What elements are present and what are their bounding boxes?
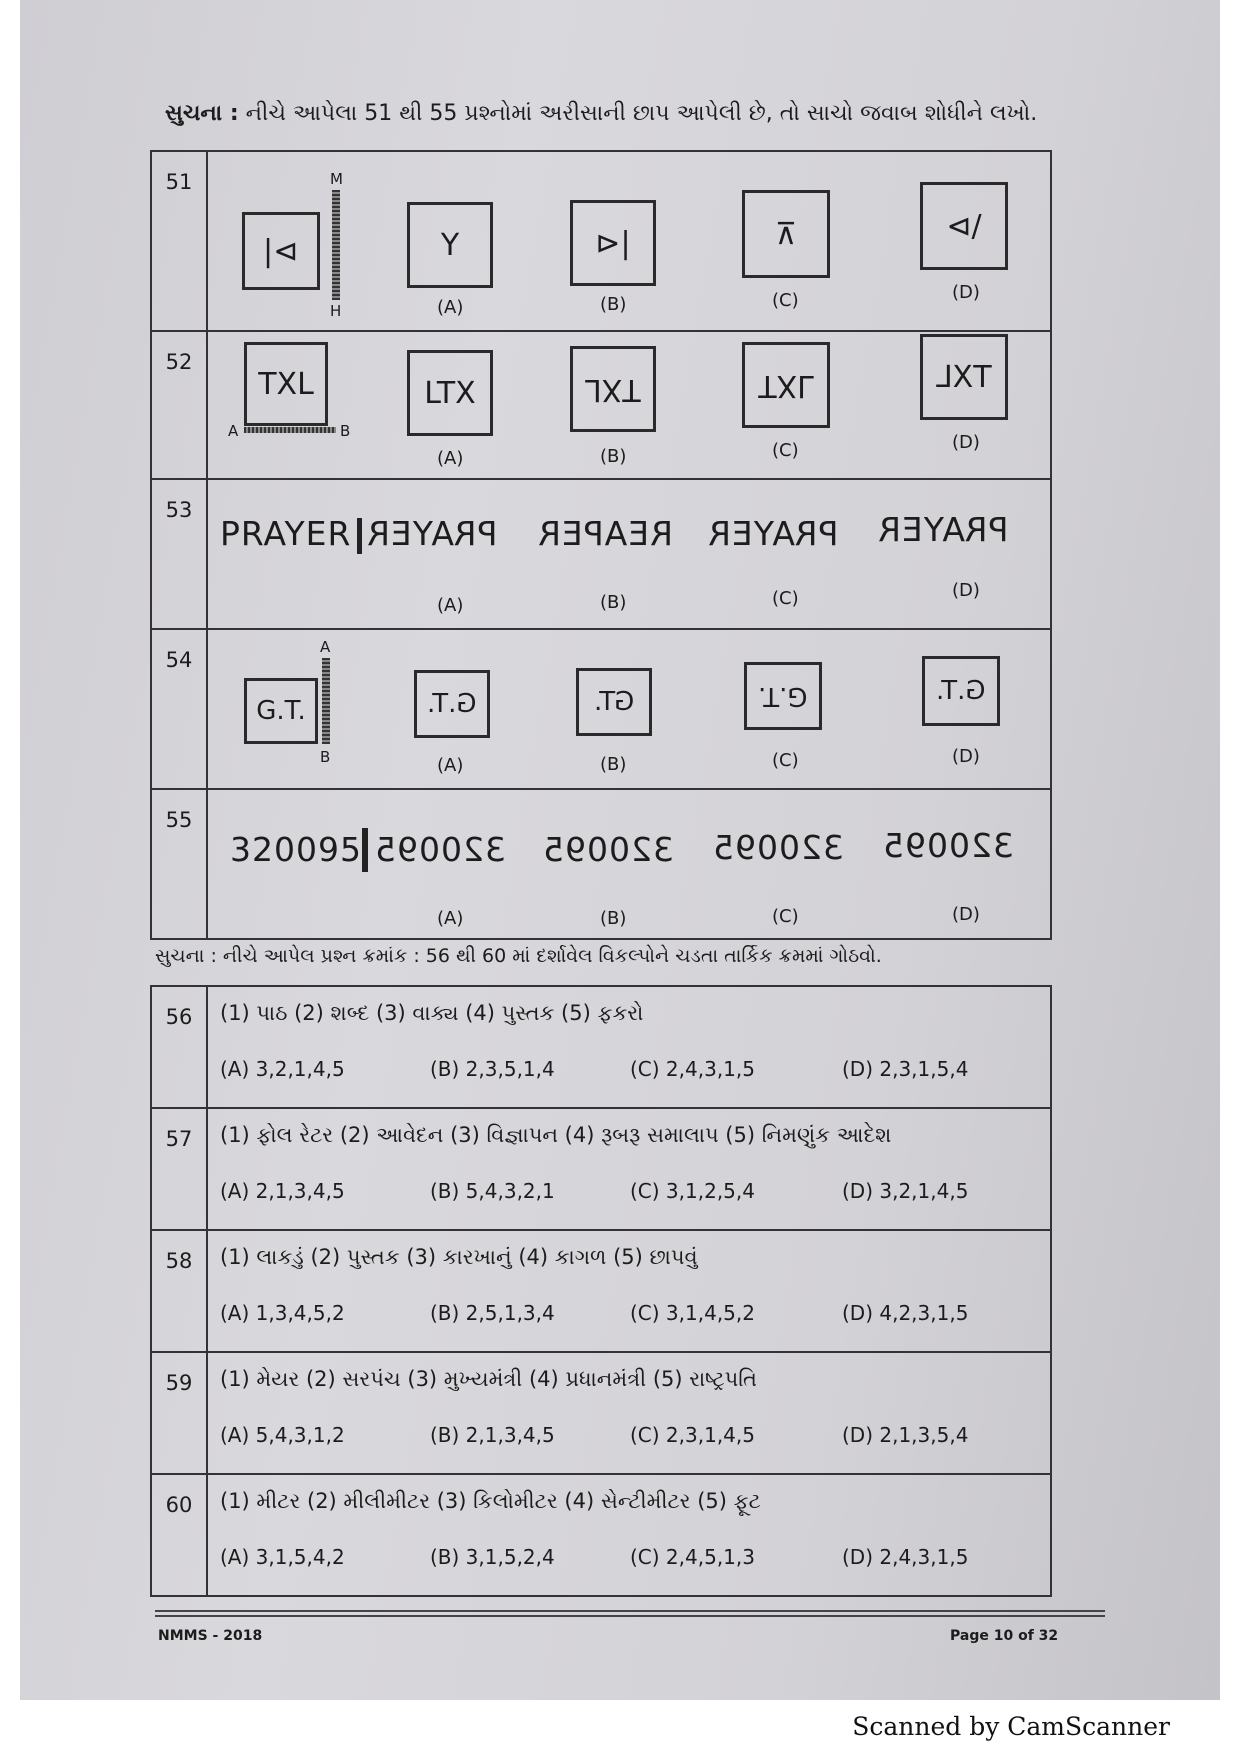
option-c-symbol: ⊼ — [775, 216, 797, 252]
option-c-number: 320095 — [712, 828, 844, 867]
question-number: 57 — [152, 1109, 208, 1229]
option-c-figure — [742, 190, 830, 278]
option-c-label: (C) — [772, 290, 799, 311]
mirror-question-table — [150, 150, 1052, 940]
instruction-order: સુચના : નીચે આપેલ પ્રશ્ન ક્રમાંક : 56 થી 60 માં દર્શાવેલ વિકલ્પોને ચડતા તાર્કિક ક્રમમાં ગોઠવો. — [155, 945, 882, 967]
question-word: PRAYER — [220, 514, 352, 553]
question-figure — [244, 678, 318, 744]
figure-text: TXL — [258, 366, 314, 402]
option-b-label: (B) — [600, 754, 627, 775]
option-c-word — [707, 514, 838, 553]
option-a-label: (A) — [437, 448, 464, 469]
question-number: 52 — [152, 332, 208, 478]
question-number: 58 — [152, 1231, 208, 1351]
option-d: (D) 4,2,3,1,5 — [842, 1301, 969, 1325]
option-a: (A) 3,2,1,4,5 — [220, 1057, 345, 1081]
option-d-text: G.T. — [936, 676, 986, 706]
order-question-table — [150, 985, 1052, 1597]
question-number: 51 — [152, 152, 208, 330]
question-items: (1) લાકડું (2) પુસ્તક (3) કારખાનું (4) કાગળ (5) છાપવું — [220, 1245, 698, 1269]
option-d-label: (D) — [952, 580, 980, 601]
option-d-label: (D) — [952, 282, 980, 303]
question-row-54 — [152, 630, 1052, 790]
option-b-label: (B) — [600, 446, 627, 467]
mirror-label-bottom: B — [320, 748, 331, 766]
question-number: 53 — [152, 480, 208, 628]
option-d: (D) 2,3,1,5,4 — [842, 1057, 969, 1081]
question-number: 59 — [152, 1353, 208, 1473]
figure-symbol: ⊳| — [263, 233, 299, 269]
question-items: (1) મેયર (2) સરપંચ (3) મુખ્યમંત્રી (4) પ્રધાનમંત્રી (5) રાષ્ટ્રપતિ — [220, 1367, 757, 1391]
mirror-line — [244, 427, 336, 433]
option-d-label: (D) — [952, 746, 980, 767]
option-b: (B) 3,1,5,2,4 — [430, 1545, 555, 1569]
option-a-label: (A) — [437, 755, 464, 776]
option-b-figure — [570, 200, 656, 286]
question-number: 56 — [152, 987, 208, 1107]
question-items: (1) પાઠ (2) શબ્દ (3) વાક્ય (4) પુસ્તક (5) ફકરો — [220, 1001, 644, 1025]
option-d-number: 320095 — [882, 826, 1014, 865]
mirror-label-right: B — [340, 422, 351, 440]
option-a-figure — [407, 202, 493, 288]
option-c: (C) 2,4,5,1,3 — [630, 1545, 755, 1569]
option-c: (C) 2,3,1,4,5 — [630, 1423, 755, 1447]
option-a-text: LTX — [424, 375, 476, 411]
mirror-line — [322, 658, 330, 744]
option-c-text: PRAYER — [707, 514, 839, 553]
option-c-figure — [744, 662, 822, 730]
question-row-60 — [152, 1475, 1052, 1597]
mirror-label-top: M — [330, 170, 343, 188]
option-a-label: (A) — [437, 595, 464, 616]
option-b-number: 320095 — [542, 830, 674, 869]
option-b-label: (B) — [600, 294, 627, 315]
footer-divider — [155, 1610, 1105, 1612]
instruction-mirror — [165, 92, 1045, 136]
option-d-symbol: ⊲/ — [946, 208, 982, 244]
question-row-51 — [152, 152, 1052, 332]
option-d: (D) 2,1,3,5,4 — [842, 1423, 969, 1447]
option-b: (B) 2,3,5,1,4 — [430, 1057, 555, 1081]
option-a-label: (A) — [437, 297, 464, 318]
option-d-figure — [920, 334, 1008, 420]
option-b-figure — [570, 346, 656, 432]
option-b: (B) 2,1,3,4,5 — [430, 1423, 555, 1447]
option-a: (A) 2,1,3,4,5 — [220, 1179, 345, 1203]
option-b: (B) 2,5,1,3,4 — [430, 1301, 555, 1325]
option-b-word: REAPER — [537, 514, 674, 553]
watermark: Scanned by CamScanner — [852, 1712, 1170, 1741]
question-number: 60 — [152, 1475, 208, 1595]
option-b-figure — [576, 668, 652, 736]
option-c-label: (C) — [772, 906, 799, 927]
instruction-text: નીચે આપેલા 51 થી 55 પ્રશ્નોમાં અરીસાની છાપ આપેલી છે, તો સાચો જવાબ શોધીને લખો. — [238, 101, 1038, 126]
footer-right: Page 10 of 32 — [950, 1628, 1059, 1644]
option-c: (C) 3,1,4,5,2 — [630, 1301, 755, 1325]
option-d-figure — [920, 182, 1008, 270]
option-c-label: (C) — [772, 440, 799, 461]
footer-divider — [155, 1615, 1105, 1617]
question-row-53 — [152, 480, 1052, 630]
figure-text: G.T. — [256, 696, 306, 726]
option-b: (B) 5,4,3,2,1 — [430, 1179, 555, 1203]
option-c: (C) 2,4,3,1,5 — [630, 1057, 755, 1081]
footer-left: NMMS - 2018 — [158, 1628, 263, 1644]
option-c-label: (C) — [772, 588, 799, 609]
question-row-56 — [152, 987, 1052, 1109]
option-c: (C) 3,1,2,5,4 — [630, 1179, 755, 1203]
question-row-58 — [152, 1231, 1052, 1353]
option-a-label: (A) — [437, 908, 464, 929]
option-d-text: TXL — [936, 359, 992, 395]
question-figure — [244, 342, 328, 426]
option-a: (A) 5,4,3,1,2 — [220, 1423, 345, 1447]
option-d-label: (D) — [952, 432, 980, 453]
option-c-text: G.T. — [758, 681, 808, 711]
question-row-55 — [152, 790, 1052, 940]
option-b-text: TXL — [585, 371, 641, 407]
mirror-label-bottom: H — [330, 302, 342, 320]
mirror-label-left: A — [228, 422, 239, 440]
question-number-text: 320095 — [230, 830, 362, 869]
mirror-line — [332, 190, 340, 300]
option-a-figure — [414, 670, 490, 738]
option-b-label: (B) — [600, 908, 627, 929]
option-d-label: (D) — [952, 904, 980, 925]
option-a: (A) 3,1,5,4,2 — [220, 1545, 345, 1569]
option-c-figure — [742, 342, 830, 428]
mirror-line — [362, 828, 368, 872]
option-a: (A) 1,3,4,5,2 — [220, 1301, 345, 1325]
question-items: (1) મીટર (2) મીલીમીટર (3) કિલોમીટર (4) સેન્ટીમીટર (5) ફૂટ — [220, 1489, 761, 1513]
question-number: 54 — [152, 630, 208, 788]
option-b-text: GT. — [593, 687, 635, 717]
question-row-59 — [152, 1353, 1052, 1475]
mirror-line — [357, 518, 362, 554]
question-number: 55 — [152, 790, 208, 938]
instruction-heading: સુચના : — [165, 101, 239, 126]
option-a-number: 320095 — [374, 830, 506, 869]
question-figure — [242, 212, 320, 290]
option-a-word: PRAYER — [366, 514, 498, 553]
option-d: (D) 3,2,1,4,5 — [842, 1179, 969, 1203]
option-a-text: G.T. — [427, 689, 477, 719]
option-a-figure — [407, 350, 493, 436]
option-c-label: (C) — [772, 750, 799, 771]
option-a-symbol: Y — [440, 227, 460, 263]
question-row-52 — [152, 332, 1052, 480]
option-b-label: (B) — [600, 592, 627, 613]
option-b-symbol: ⊳| — [595, 225, 631, 261]
question-row-57 — [152, 1109, 1052, 1231]
mirror-label-top: A — [320, 638, 331, 656]
option-d: (D) 2,4,3,1,5 — [842, 1545, 969, 1569]
option-d-figure — [922, 656, 1000, 726]
option-d-word: PRAYER — [877, 510, 1009, 549]
option-c-text: TXL — [758, 367, 814, 403]
question-items: (1) ફોલ રેટર (2) આવેદન (3) વિજ્ઞાપન (4) રૂબરૂ સમાલાપ (5) નિમણુંક આદેશ — [220, 1123, 892, 1147]
